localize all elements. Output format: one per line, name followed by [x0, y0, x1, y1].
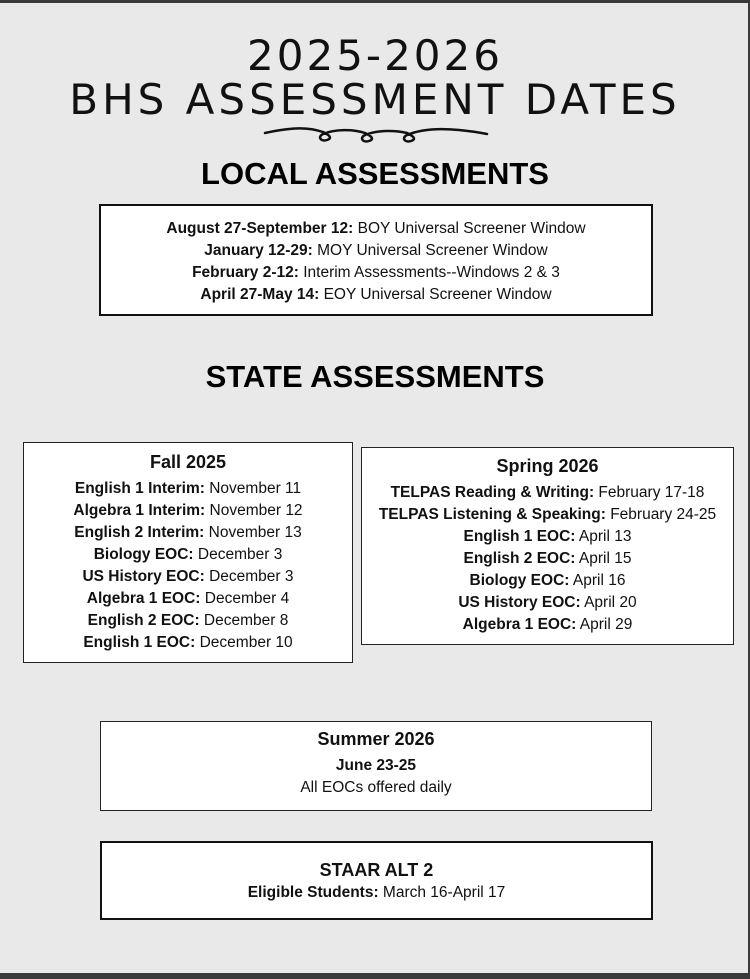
summer-2026-box	[100, 721, 652, 811]
local-item: January 12-29: MOY Universal Screener Window	[204, 242, 548, 259]
spring-title: Spring 2026	[496, 456, 599, 476]
staar-alt-2-box	[100, 841, 653, 920]
local-assessments-heading: LOCAL ASSESSMENTS	[201, 156, 549, 191]
spring-item: Biology EOC: April 16	[469, 572, 626, 589]
title-year: 2025-2026	[247, 31, 503, 80]
fall-item: English 2 EOC: December 8	[87, 612, 289, 629]
title-main: BHS ASSESSMENT DATES	[69, 75, 681, 124]
fall-item: US History EOC: December 3	[82, 568, 294, 585]
local-item: August 27-September 12: BOY Universal Screener Window	[166, 220, 586, 237]
fall-item: Algebra 1 EOC: December 4	[86, 590, 290, 607]
summer-note: All EOCs offered daily	[300, 779, 452, 796]
staar-title: STAAR ALT 2	[319, 860, 434, 880]
local-assessments-box	[99, 204, 653, 316]
spring-item: English 1 EOC: April 13	[463, 528, 632, 545]
summer-title: Summer 2026	[317, 729, 435, 749]
fall-item: English 2 Interim: November 13	[74, 524, 302, 541]
fall-title: Fall 2025	[149, 452, 227, 472]
spring-item: English 2 EOC: April 15	[463, 550, 632, 567]
fall-item: Biology EOC: December 3	[93, 546, 283, 563]
local-item: February 2-12: Interim Assessments--Windows 2 & 3	[192, 264, 560, 281]
summer-dates: June 23-25	[335, 757, 417, 774]
local-item: April 27-May 14: EOY Universal Screener Window	[200, 286, 552, 303]
fall-item: English 1 EOC: December 10	[83, 634, 293, 651]
spring-item: TELPAS Listening & Speaking: February 24-25	[378, 506, 717, 523]
flourish-divider-icon	[263, 123, 489, 145]
fall-item: Algebra 1 Interim: November 12	[73, 502, 303, 519]
spring-item: Algebra 1 EOC: April 29	[462, 616, 633, 633]
spring-item: US History EOC: April 20	[458, 594, 637, 611]
flyer-page	[0, 3, 748, 973]
state-assessments-heading: STATE ASSESSMENTS	[205, 359, 545, 394]
staar-eligible: Eligible Students: March 16-April 17	[247, 884, 506, 901]
spring-2026-box	[361, 447, 734, 645]
fall-item: English 1 Interim: November 11	[74, 480, 302, 497]
spring-item: TELPAS Reading & Writing: February 17-18	[390, 484, 705, 501]
fall-2025-box	[23, 442, 353, 663]
